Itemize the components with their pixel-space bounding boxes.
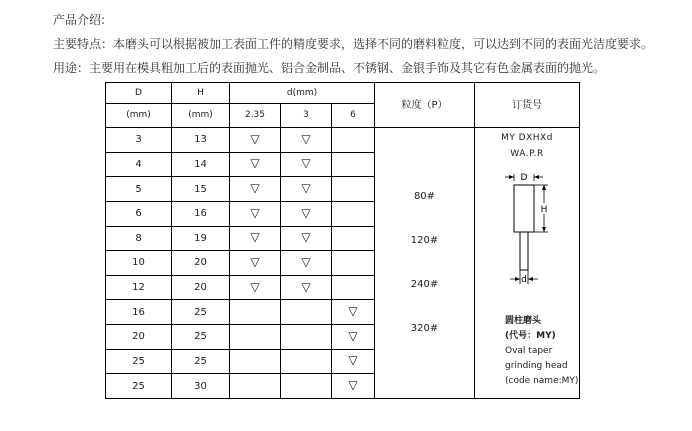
header-H: H	[172, 83, 230, 104]
cell-H: 25	[172, 300, 230, 325]
cell-d-0	[230, 349, 281, 374]
dim-D-label: D	[520, 173, 528, 183]
availability-mark: ▽	[301, 254, 311, 269]
availability-mark: ▽	[250, 254, 260, 269]
cell-D: 6	[106, 201, 172, 226]
availability-mark: ▽	[301, 156, 311, 171]
cell-d-2	[332, 349, 375, 374]
cell-d-1	[281, 374, 332, 399]
cell-H: 25	[172, 349, 230, 374]
availability-mark: ▽	[348, 328, 358, 343]
code-cn: (代号：MY)	[505, 331, 556, 341]
cell-d-1	[281, 152, 332, 177]
d-value-2: 6	[332, 104, 375, 128]
grade-value: 320#	[410, 323, 439, 334]
dim-H-arrowhead-bottom	[542, 227, 546, 232]
availability-mark: ▽	[348, 378, 358, 393]
grade-cell	[375, 128, 475, 399]
product-intro	[53, 8, 683, 80]
cell-D: 12	[106, 275, 172, 300]
dim-D-arrowhead-left	[509, 175, 514, 179]
name-en-2: grinding head	[505, 361, 568, 371]
cell-d-1	[281, 128, 332, 153]
cell-d-2	[332, 128, 375, 153]
availability-mark: ▽	[301, 131, 311, 146]
cell-D: 4	[106, 152, 172, 177]
availability-mark: ▽	[301, 230, 311, 245]
cell-d-2	[332, 152, 375, 177]
availability-mark: ▽	[301, 205, 311, 220]
name-cn: 圆柱磨头	[505, 316, 542, 326]
cell-d-2	[332, 374, 375, 399]
cell-d-1	[281, 349, 332, 374]
dim-H-arrowhead-top	[542, 185, 546, 190]
unit-H: (mm)	[172, 104, 230, 128]
cell-d-0	[230, 128, 281, 153]
header-row	[106, 83, 580, 104]
availability-mark: ▽	[250, 181, 260, 196]
order-description	[505, 314, 578, 389]
cell-D: 25	[106, 349, 172, 374]
cell-D: 20	[106, 325, 172, 350]
availability-mark: ▽	[250, 156, 260, 171]
cell-d-1	[281, 300, 332, 325]
cell-D: 3	[106, 128, 172, 153]
cell-d-1	[281, 275, 332, 300]
header-order: 订货号	[475, 83, 580, 128]
cell-d-1	[281, 325, 332, 350]
cell-d-2	[332, 177, 375, 202]
availability-mark: ▽	[301, 279, 311, 294]
header-D: D	[106, 83, 172, 104]
cell-D: 10	[106, 251, 172, 276]
header-grade: 粒度（P）	[375, 83, 475, 128]
grinding-head-diagram	[475, 168, 579, 298]
dim-d-label: d	[521, 275, 527, 285]
cell-d-0	[230, 325, 281, 350]
cell-d-2	[332, 201, 375, 226]
grade-value: 120#	[410, 235, 439, 246]
cell-d-0	[230, 226, 281, 251]
cell-d-0	[230, 251, 281, 276]
cell-d-0	[230, 275, 281, 300]
shank	[520, 232, 528, 270]
cell-H: 15	[172, 177, 230, 202]
order-info	[475, 128, 579, 398]
grade-list	[375, 175, 474, 351]
availability-mark: ▽	[250, 279, 260, 294]
cell-H: 20	[172, 251, 230, 276]
cell-d-0	[230, 177, 281, 202]
d-value-0: 2.35	[230, 104, 281, 128]
cell-H: 25	[172, 325, 230, 350]
cell-d-1	[281, 177, 332, 202]
order-code-line2: WA.P.R	[510, 149, 544, 159]
cell-d-2	[332, 275, 375, 300]
cell-D: 25	[106, 374, 172, 399]
intro-features: 主要特点：本磨头可以根据被加工表面工件的精度要求，选择不同的磨料粒度，可以达到不同的表面光洁度要求。	[53, 37, 654, 51]
availability-mark: ▽	[301, 181, 311, 196]
intro-usage: 用途：主要用在模具粗加工后的表面抛光、铝合金制品、不锈钢、金银手饰及其它有色金属表面的抛光。	[53, 61, 606, 75]
cell-d-2	[332, 251, 375, 276]
cell-H: 20	[172, 275, 230, 300]
cell-H: 13	[172, 128, 230, 153]
availability-mark: ▽	[250, 205, 260, 220]
name-en-1: Oval taper	[505, 346, 553, 356]
dim-H-label: H	[540, 205, 548, 215]
cell-d-1	[281, 251, 332, 276]
unit-D: (mm)	[106, 104, 172, 128]
order-cell	[475, 128, 580, 399]
cell-D: 16	[106, 300, 172, 325]
cell-d-2	[332, 226, 375, 251]
dim-D-arrowhead-right	[534, 175, 539, 179]
cell-d-2	[332, 325, 375, 350]
availability-mark: ▽	[250, 131, 260, 146]
header-d: d(mm)	[230, 83, 375, 104]
cell-d-1	[281, 226, 332, 251]
intro-title: 产品介绍:	[53, 13, 106, 27]
cell-d-0	[230, 374, 281, 399]
cell-d-1	[281, 201, 332, 226]
grade-value: 80#	[413, 191, 436, 202]
cell-d-0	[230, 300, 281, 325]
cell-D: 5	[106, 177, 172, 202]
dim-d-arrowhead-left	[515, 277, 520, 281]
code-en: (code name:MY)	[505, 376, 579, 386]
availability-mark: ▽	[348, 353, 358, 368]
cell-d-0	[230, 152, 281, 177]
cell-d-0	[230, 201, 281, 226]
cell-d-2	[332, 300, 375, 325]
cell-H: 19	[172, 226, 230, 251]
order-code-line1: MY DXHXd	[501, 133, 553, 143]
table-row	[106, 128, 580, 153]
cell-H: 30	[172, 374, 230, 399]
spec-table	[105, 82, 580, 399]
cell-H: 16	[172, 201, 230, 226]
cell-H: 14	[172, 152, 230, 177]
grade-value: 240#	[410, 279, 439, 290]
cell-D: 8	[106, 226, 172, 251]
d-value-1: 3	[281, 104, 332, 128]
availability-mark: ▽	[250, 230, 260, 245]
cylinder-head	[514, 185, 534, 232]
dim-d-arrowhead-right	[528, 277, 533, 281]
availability-mark: ▽	[348, 304, 358, 319]
